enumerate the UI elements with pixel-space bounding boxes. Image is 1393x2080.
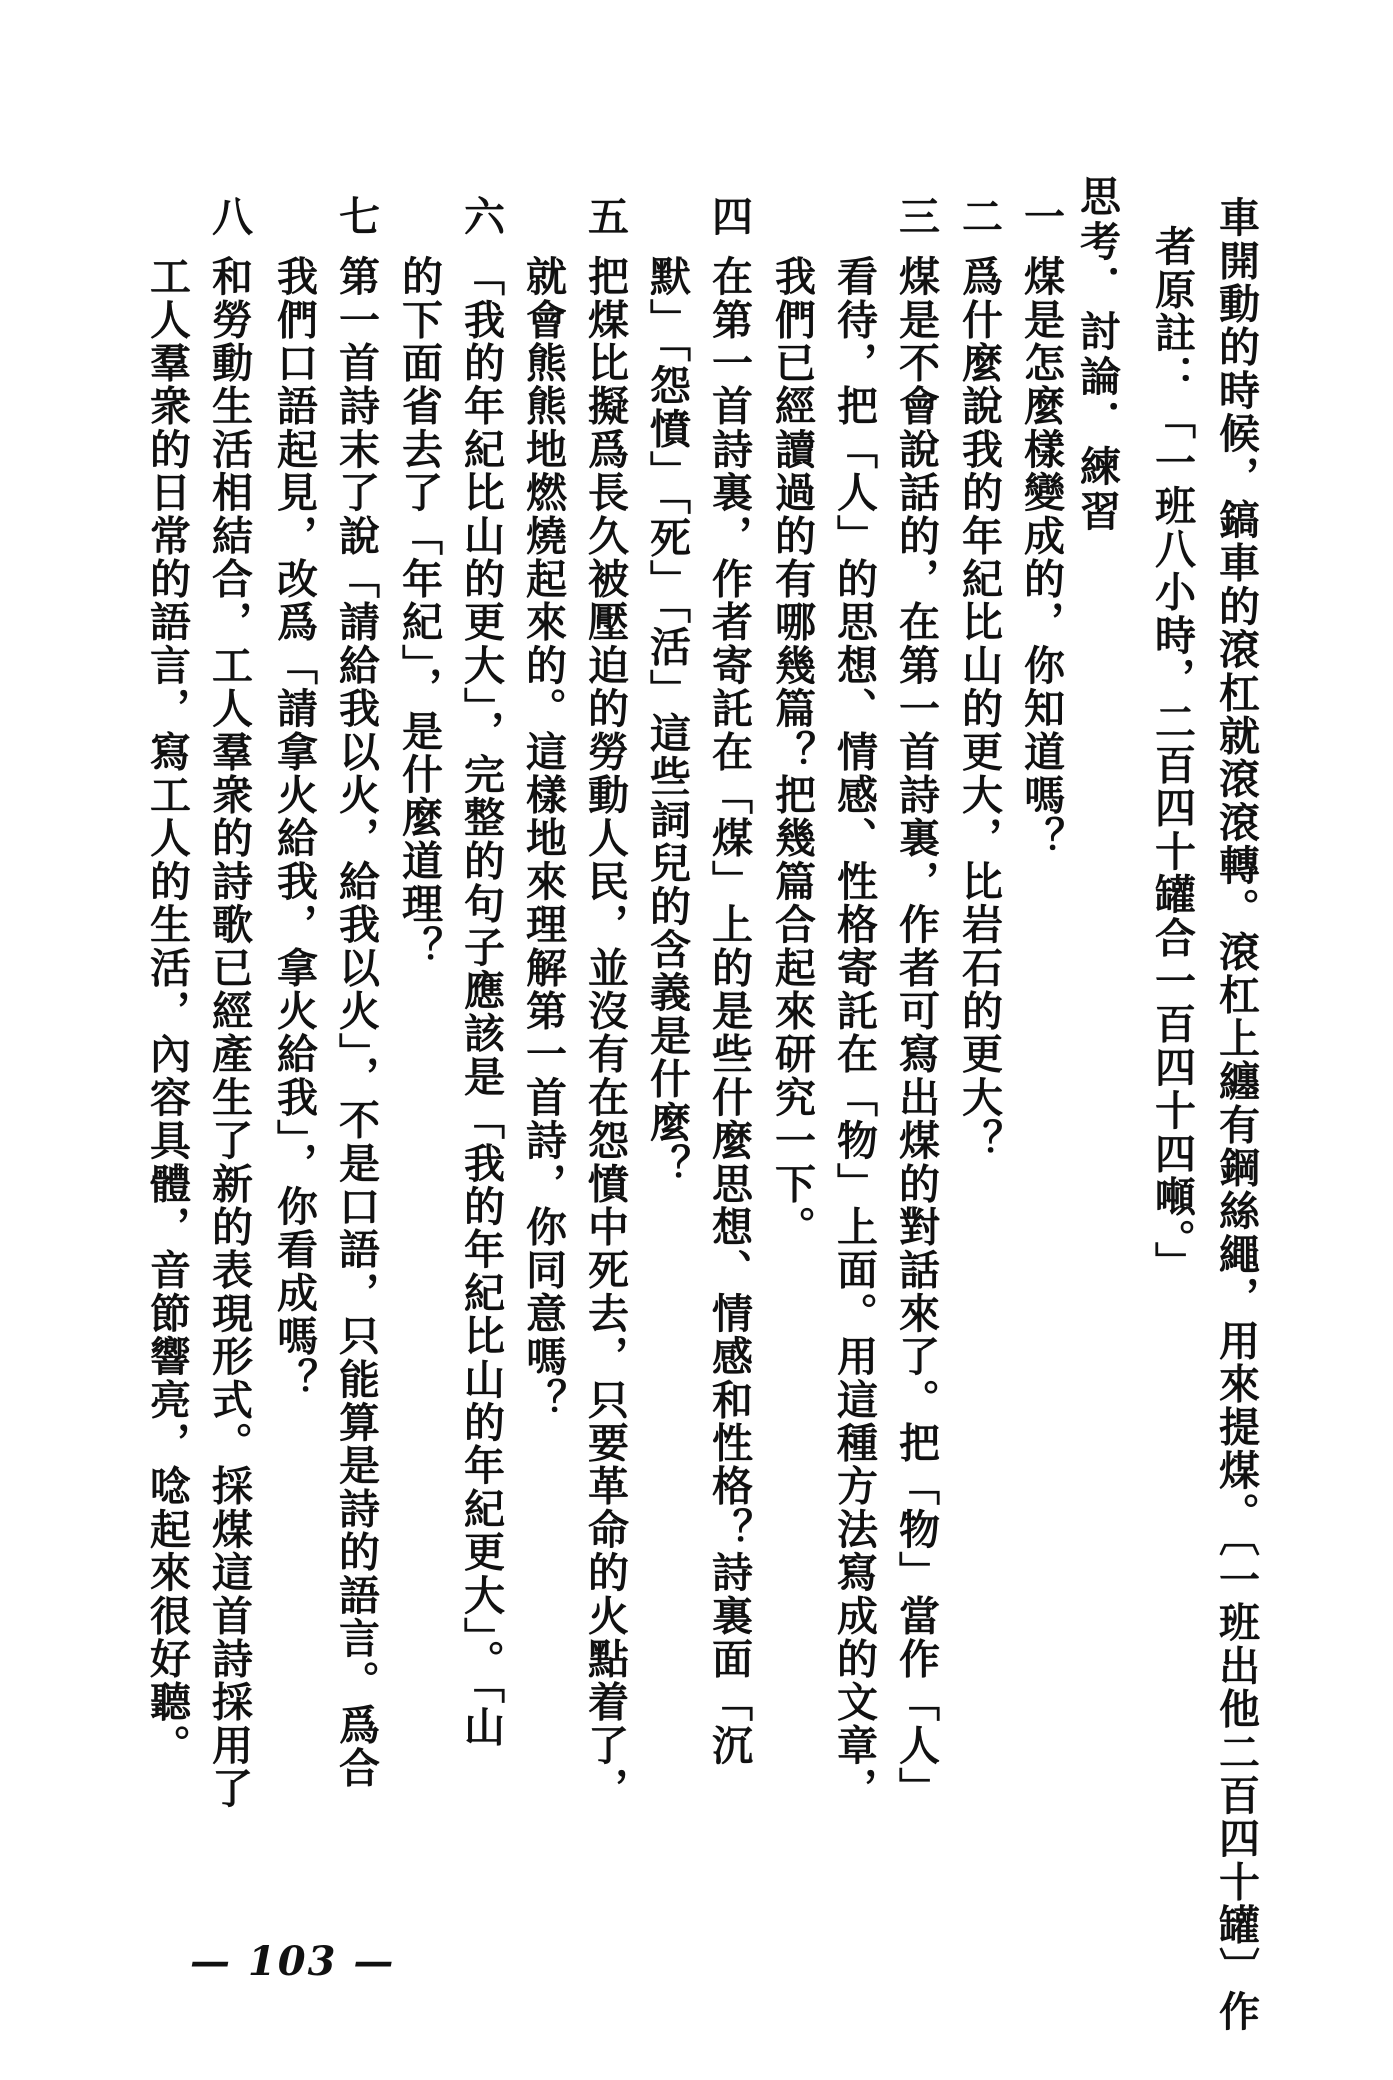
item-4-line-2: 默」「怨憤」「死」「活」這些詞兒的含義是什麼？ (643, 255, 691, 1188)
item-number-1: 一 (1017, 195, 1065, 236)
item-8-line-1: 和勞動生活相結合，工人羣衆的詩歌已經產生了新的表現形式。採煤這首詩採用了 (205, 255, 253, 1811)
item-4-line-1: 在第一首詩裏，作者寄託在「煤」上的是些什麼思想、情感和性格？詩裏面「沉 (705, 255, 753, 1767)
item-number-6: 六 (457, 195, 505, 236)
section-heading: 思考．討論．練習 (1073, 175, 1121, 535)
item-number-5: 五 (581, 195, 629, 236)
item-7-line-2: 我們口語起見，改爲「請拿火給我，拿火給我」，你看成嗎？ (270, 255, 318, 1401)
item-number-4: 四 (705, 195, 753, 236)
item-5-line-1: 把煤比擬爲長久被壓迫的勞動人民，並沒有在怨憤中死去，只要革命的火點着了， (581, 255, 629, 1811)
intro-line-1: 車開動的時候，鎬車的滾杠就滾滾轉。滾杠上纏有鋼絲繩，用來提煤。〔一班出他二百四十罐〕作 (1212, 196, 1260, 2034)
item-6-line-1: 「我的年紀比山的更大」，完整的句子應該是「我的年紀比山的年紀更大」。「山 (457, 255, 505, 1749)
item-6-line-2: 的下面省去了「年紀」，是什麼道理？ (395, 255, 443, 969)
item-2-line-1: 爲什麼說我的年紀比山的更大，比岩石的更大？ (955, 255, 1003, 1163)
intro-line-2: 者原註：「一班八小時，二百四十罐合一百四十四噸。」 (1148, 225, 1196, 1285)
item-3-line-1: 煤是不會說話的，在第一首詩裏，作者可寫出煤的對話來了。把「物」當作「人」 (892, 255, 940, 1811)
item-number-2: 二 (955, 195, 1003, 236)
item-3-line-3: 我們已經讀過的有哪幾篇？把幾篇合起來研究一下。 (768, 255, 816, 1249)
item-1-line-1: 煤是怎麼樣變成的，你知道嗎？ (1017, 255, 1065, 860)
item-5-line-2: 就會熊熊地燃燒起來的。這樣地來理解第一首詩，你同意嗎？ (519, 255, 567, 1422)
item-3-line-2: 看待，把「人」的思想、情感、性格寄託在「物」上面。用這種方法寫成的文章， (830, 255, 878, 1811)
item-number-8: 八 (205, 195, 253, 236)
item-number-7: 七 (332, 195, 380, 236)
page-number: — 103 — (190, 1938, 396, 1985)
item-8-line-2: 工人羣衆的日常的語言，寫工人的生活，內容具體，音節響亮，唸起來很好聽。 (143, 255, 191, 1767)
item-number-3: 三 (892, 195, 940, 236)
item-7-line-1: 第一首詩末了說「請給我以火，給我以火」，不是口語，只能算是詩的語言。爲合 (332, 255, 380, 1790)
